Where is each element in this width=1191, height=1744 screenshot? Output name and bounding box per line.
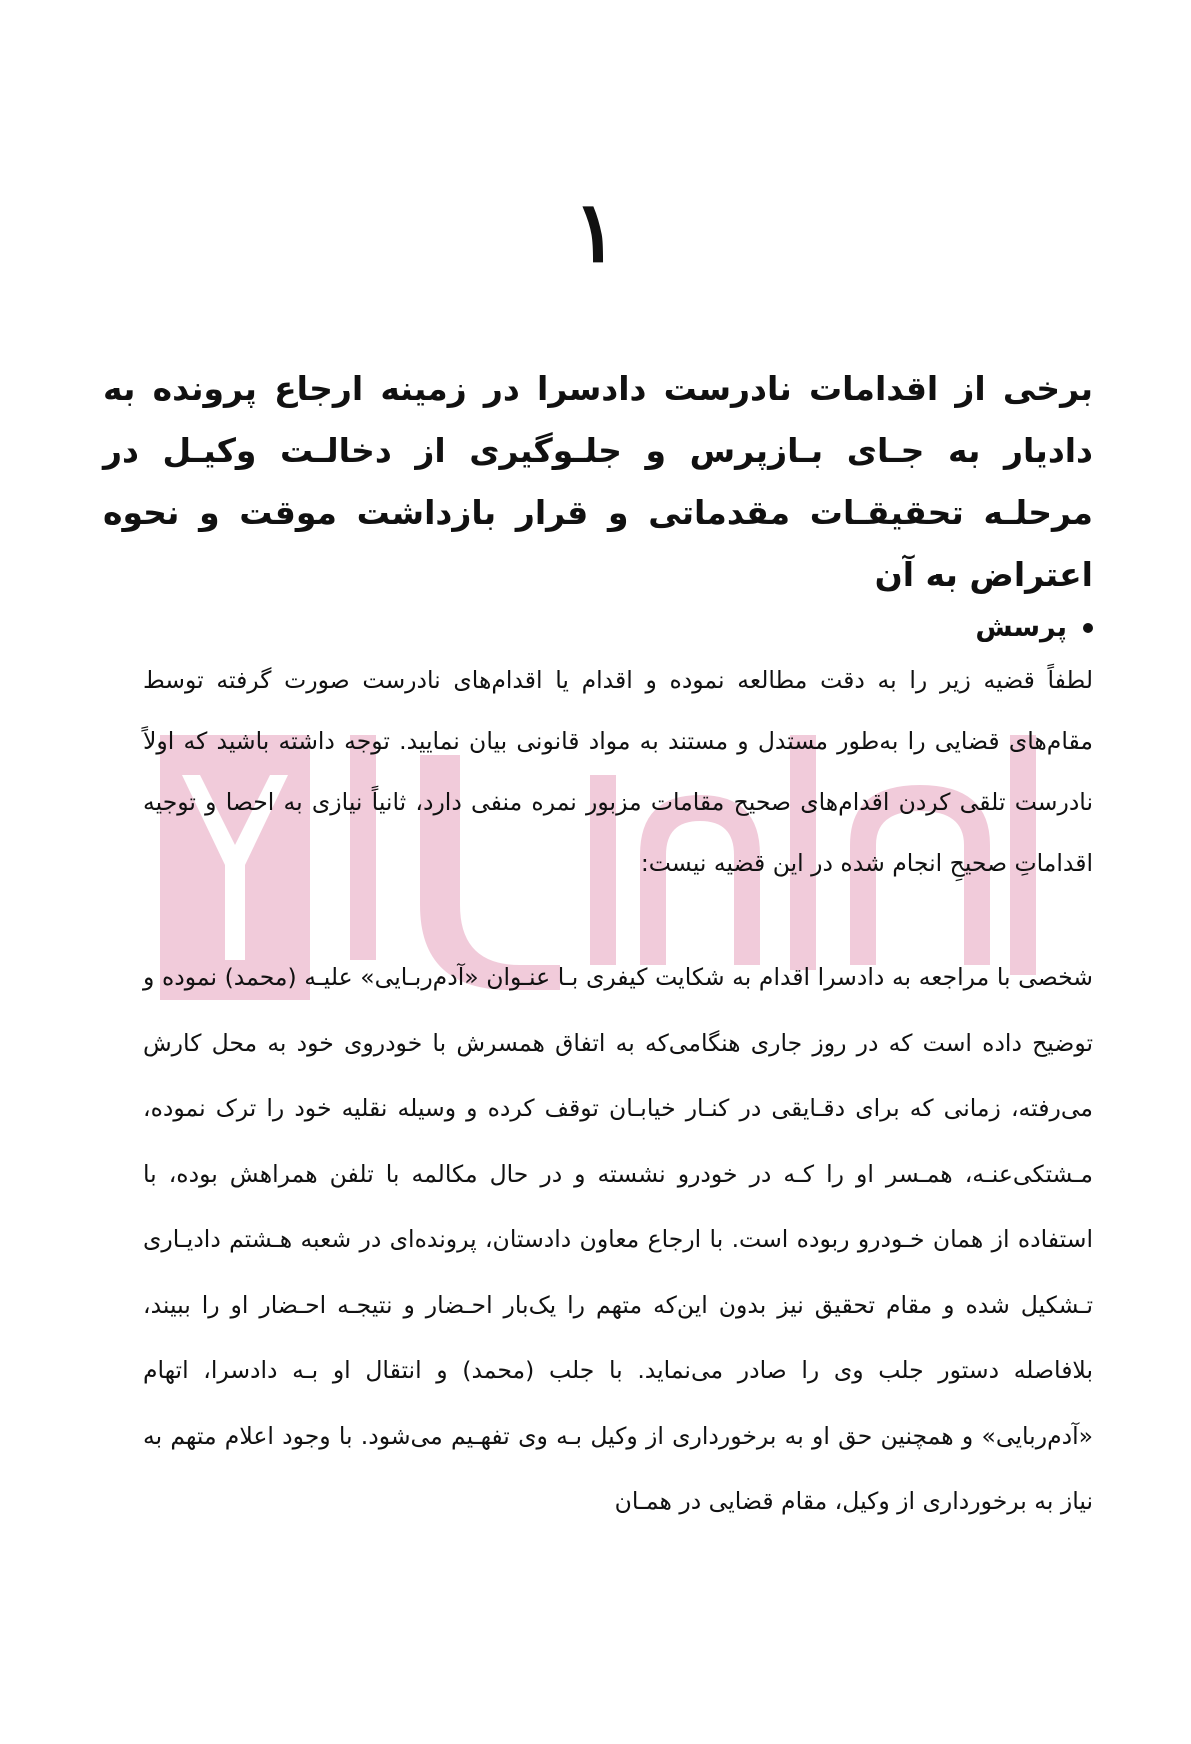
bullet-icon [1083,623,1093,633]
section-heading [975,612,1093,644]
case-paragraph: شخصی با مراجعه به دادسرا اقدام به شکایت کیفری بـا عنـوان «آدم‌ربـایی» علیـه (محمد) نموده و توضیح داده است که در روز جاری هنگامی‌که به اتفاق همسرش با خودروی خود به محل کارش می‌رفته، زمانی که برای دقـایقی در کنـار خیابـان توقف کرده و وسیله نقلیه خود را ترک نموده، مـشتکی‌عنـه، همـسر او را کـه در خودرو نشسته و در حال مکالمه با تلفن همراهش بوده، با استفاده از همان خـودرو ربوده است. با ارجاع معاون دادستان، پرونده‌ای در شعبه هـشتم دادیـاری تـشکیل شده و مقام تحقیق نیز بدون این‌که متهم را یک‌بار احـضار و نتیجـه احـضار او را ببیند، بلافاصله دستور جلب وی را صادر می‌نماید. با جلب (محمد) و انتقال او بـه دادسرا، اتهام «آدم‌ربایی» و همچنین حق او به برخورداری از وکیل بـه وی تفهـیم می‌شود. با وجود اعلام متهم به نیاز به برخورداری از وکیل، مقام قضایی در همـان [143,963,1093,1515]
section-heading-label: پرسش [975,612,1067,643]
instruction-paragraph: لطفاً قضیه زیر را به دقت مطالعه نموده و اقدام یا اقدام‌های نادرست صورت گرفته توسط مقام‌های قضایی را به‌طور مستدل و مستند به مواد قانونی بیان نمایید. توجه داشته باشید که اولاً نادرست تلقی کردن اقدام‌های صحیح مقامات مزبور نمره منفی دارد، ثانیاً نیازی به احصا و توجیه اقداماتِ صحیحِ انجام شده در این قضیه نیست: [143,666,1093,877]
chapter-title: برخی از اقدامات نادرست دادسرا در زمینه ارجاع پرونده به دادیار به جـای بـازپرس و جلـوگیری از دخالـت وکیـل در مرحلـه تحقیقـات مقدماتی و قرار بازداشت موقت و نحوه اعتراض به آن [103,369,1093,594]
chapter-number: ۱ [572,182,619,281]
